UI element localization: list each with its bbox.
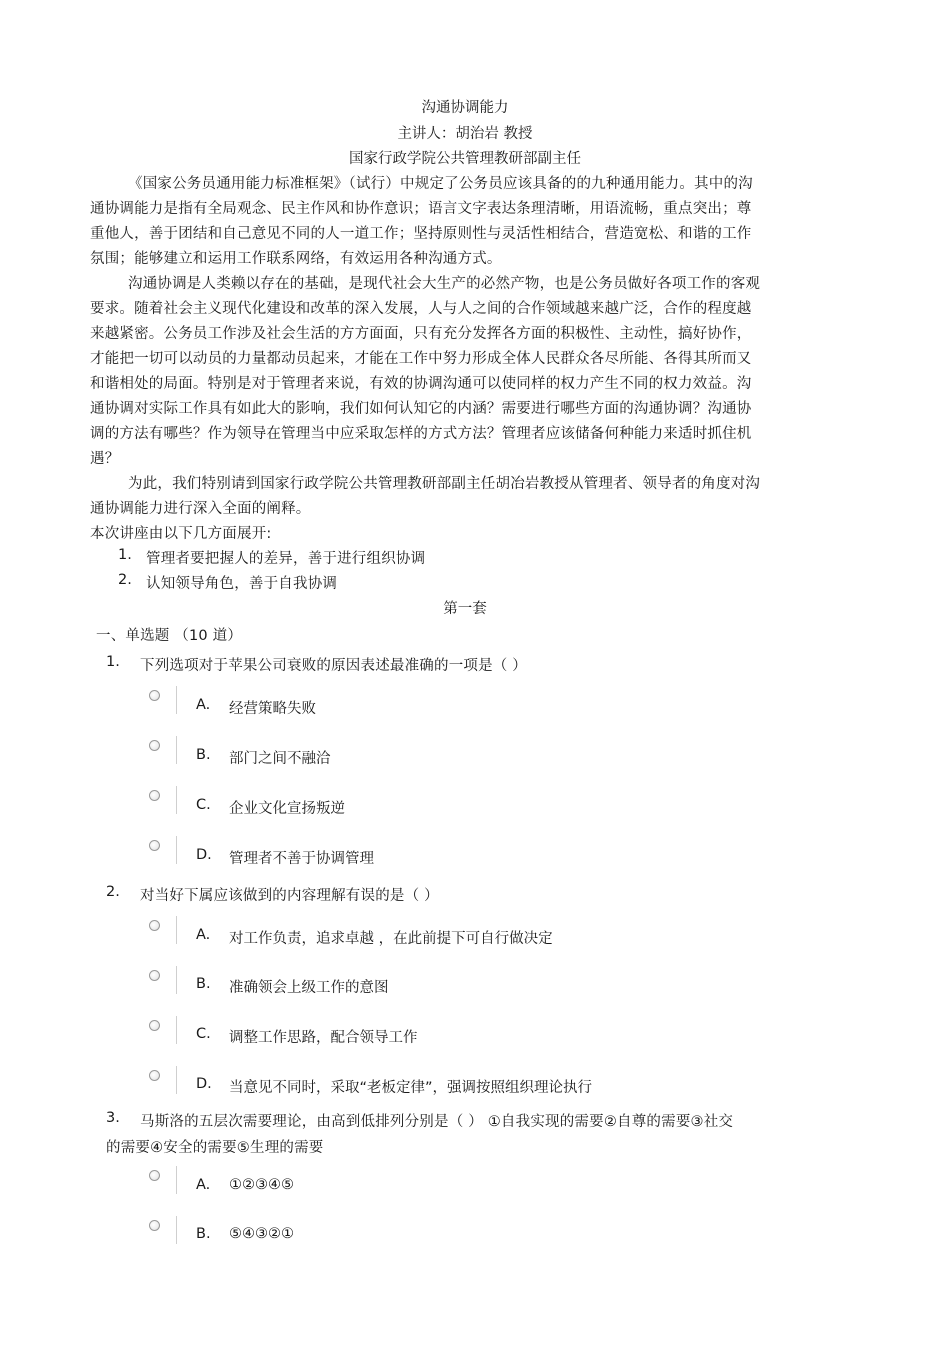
- option-text: ⑤④③②①: [229, 1226, 294, 1242]
- intro-line: 和谐相处的局面。特别是对于管理者来说，有效的协调沟通可以使同样的权力产生不同的权力效益。沟: [90, 376, 752, 392]
- intro-line: 本次讲座由以下几方面展开:: [90, 526, 272, 542]
- set-title: 第一套: [443, 601, 487, 617]
- outline-number: 1.: [118, 547, 132, 563]
- option-text: 管理者不善于协调管理: [229, 851, 374, 867]
- doc-title: 沟通协调能力: [421, 100, 509, 116]
- option-letter: C.: [196, 797, 211, 813]
- radio-button[interactable]: [147, 1016, 177, 1044]
- radio-circle-icon: [149, 740, 160, 751]
- question-text: 下列选项对于苹果公司衰败的原因表述最准确的一项是（ ）: [140, 658, 528, 674]
- radio-button[interactable]: [147, 966, 177, 994]
- option-text: 对工作负责，追求卓越 ，在此前提下可自行做决定: [229, 931, 553, 947]
- radio-button[interactable]: [147, 686, 177, 714]
- intro-line: 才能把一切可以动员的力量都动员起来，才能在工作中努力形成全体人民群众各尽所能、各得其所而又: [90, 351, 752, 367]
- option-letter: A.: [196, 697, 211, 713]
- radio-circle-icon: [149, 790, 160, 801]
- option-text: 调整工作思路，配合领导工作: [229, 1030, 418, 1046]
- intro-line: 遇？: [90, 451, 120, 467]
- outline-item: 管理者要把握人的差异，善于进行组织协调: [146, 551, 426, 567]
- speaker-line: 主讲人：胡治岩 教授: [397, 126, 533, 142]
- option-text: 准确领会上级工作的意图: [229, 980, 389, 996]
- option-text: 部门之间不融洽: [229, 751, 331, 767]
- question-number: 1.: [106, 654, 120, 670]
- option-letter: D.: [196, 1076, 212, 1092]
- option-letter: C.: [196, 1026, 211, 1042]
- intro-line: 氛围；能够建立和运用工作联系网络，有效运用各种沟通方式。: [90, 251, 502, 267]
- radio-button[interactable]: [147, 916, 177, 944]
- option-letter: B.: [196, 1226, 211, 1242]
- radio-circle-icon: [149, 690, 160, 701]
- option-text: 企业文化宣扬叛逆: [229, 801, 345, 817]
- intro-line: 沟通协调是人类赖以存在的基础，是现代社会大生产的必然产物，也是公务员做好各项工作的客观: [128, 276, 761, 292]
- question-text: 对当好下属应该做到的内容理解有误的是（ ）: [140, 888, 439, 904]
- question-number: 2.: [106, 884, 120, 900]
- radio-button[interactable]: [147, 1216, 177, 1244]
- intro-line: 要求。随着社会主义现代化建设和改革的深入发展，人与人之间的合作领域越来越广泛，合作的程度越: [90, 301, 752, 317]
- radio-circle-icon: [149, 840, 160, 851]
- intro-line: 来越紧密。公务员工作涉及社会生活的方方面面，只有充分发挥各方面的积极性、主动性，搞好协作，: [90, 326, 752, 342]
- option-letter: D.: [196, 847, 212, 863]
- radio-circle-icon: [149, 1020, 160, 1031]
- intro-line: 通协调能力进行深入全面的阐释。: [90, 501, 311, 517]
- outline-number: 2.: [118, 572, 132, 588]
- section-title: 一、单选题 （10 道）: [96, 628, 243, 644]
- radio-circle-icon: [149, 1170, 160, 1181]
- affiliation-line: 国家行政学院公共管理教研部副主任: [349, 151, 581, 167]
- outline-item: 认知领导角色，善于自我协调: [146, 576, 338, 592]
- intro-line: 调的方法有哪些？作为领导在管理当中应采取怎样的方式方法？管理者应该储备何种能力来适时抓住机: [90, 426, 752, 442]
- option-letter: B.: [196, 976, 211, 992]
- option-text: ①②③④⑤: [229, 1177, 294, 1193]
- radio-button[interactable]: [147, 1066, 177, 1094]
- radio-button[interactable]: [147, 1166, 177, 1194]
- radio-circle-icon: [149, 920, 160, 931]
- question-number: 3.: [106, 1110, 120, 1126]
- option-letter: B.: [196, 747, 211, 763]
- radio-button[interactable]: [147, 736, 177, 764]
- radio-circle-icon: [149, 1220, 160, 1231]
- intro-line: 通协调能力是指有全局观念、民主作风和协作意识；语言文字表达条理清晰，用语流畅，重点突出；尊: [90, 201, 752, 217]
- radio-button[interactable]: [147, 786, 177, 814]
- option-letter: A.: [196, 927, 211, 943]
- radio-button[interactable]: [147, 836, 177, 864]
- intro-line: 通协调对实际工作具有如此大的影响，我们如何认知它的内涵？需要进行哪些方面的沟通协调？沟通协: [90, 401, 752, 417]
- radio-circle-icon: [149, 970, 160, 981]
- intro-line: 《国家公务员通用能力标准框架》（试行）中规定了公务员应该具备的的九种通用能力。其中的沟: [128, 176, 753, 192]
- option-letter: A.: [196, 1177, 211, 1193]
- option-text: 经营策略失败: [229, 701, 316, 717]
- option-text: 当意见不同时，采取“老板定律”，强调按照组织理论执行: [229, 1080, 593, 1096]
- question-text: 马斯洛的五层次需要理论，由高到低排列分别是（ ） ①自我实现的需要②自尊的需要③社交: [140, 1114, 734, 1130]
- question-text-continued: 的需要④安全的需要⑤生理的需要: [106, 1140, 324, 1156]
- radio-circle-icon: [149, 1070, 160, 1081]
- intro-line: 为此，我们特别请到国家行政学院公共管理教研部副主任胡冶岩教授从管理者、领导者的角度对沟: [128, 476, 761, 492]
- intro-line: 重他人，善于团结和自己意见不同的人一道工作；坚持原则性与灵活性相结合，营造宽松、和谐的工作: [90, 226, 752, 242]
